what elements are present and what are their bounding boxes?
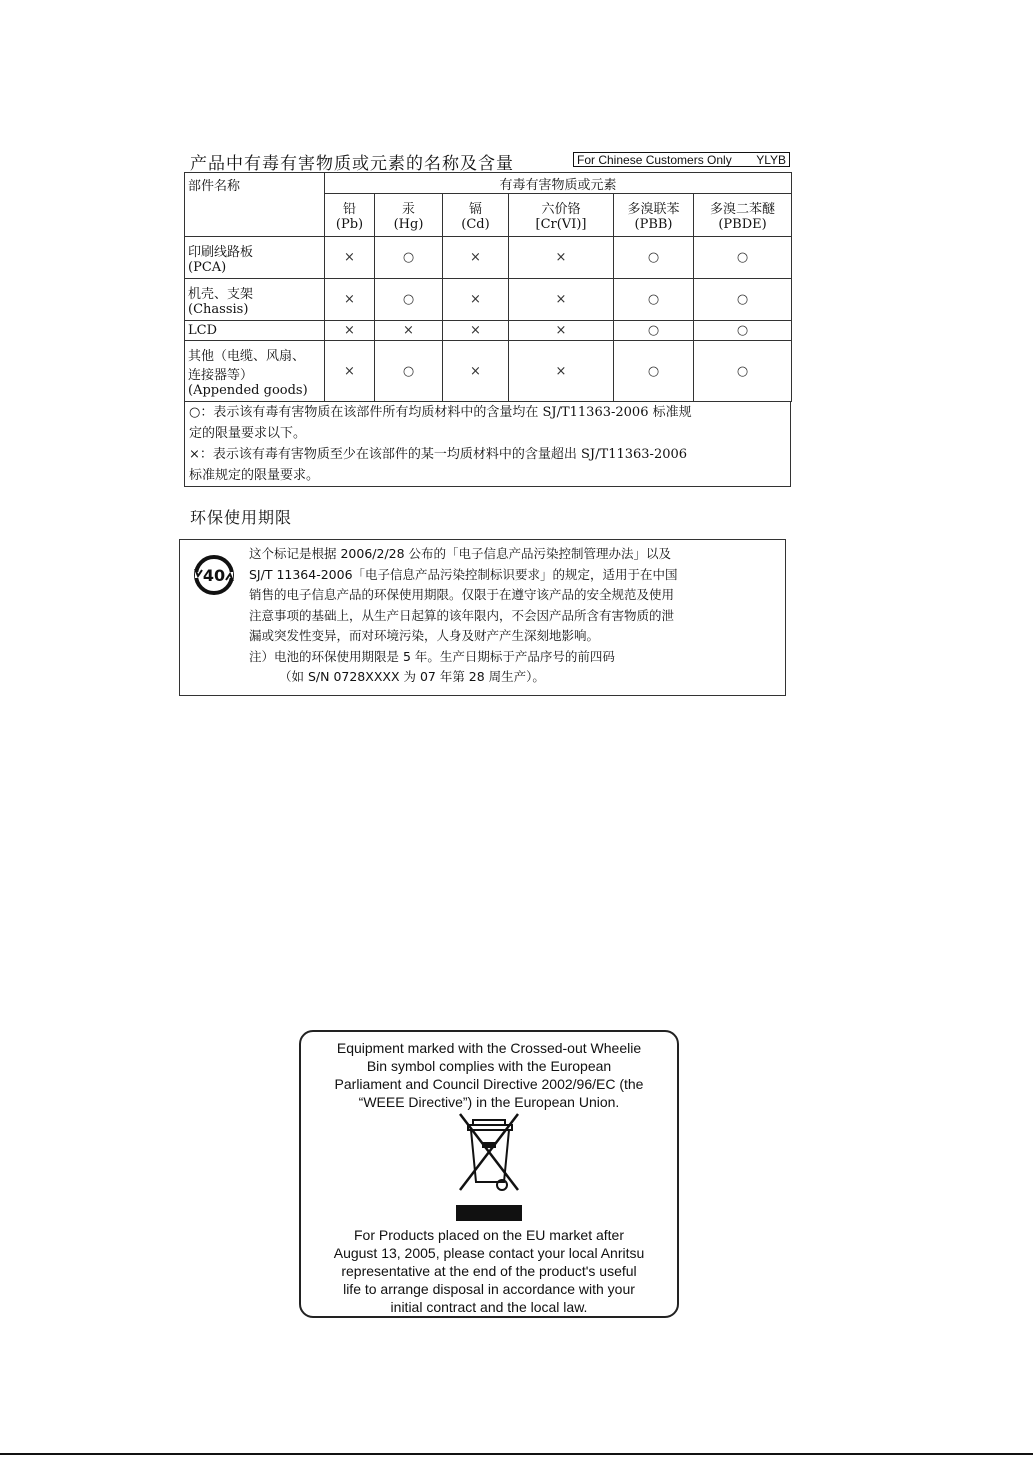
table-cell: × bbox=[325, 321, 375, 341]
note-line: ○：表示该有毒有害物质在该部件所有均质材料中的含量均在 SJ/T11363-2006 标准规 bbox=[189, 405, 692, 420]
epup-40-icon bbox=[194, 555, 234, 595]
table-cell: ○ bbox=[694, 341, 792, 402]
epup-line: 注意事项的基础上，从生产日起算的该年限内，不会因产品所含有害物质的泄 bbox=[249, 607, 675, 623]
note-line: 定的限量要求以下。 bbox=[189, 426, 307, 441]
table-cell: ○ bbox=[614, 341, 694, 402]
part-name: LCD bbox=[185, 321, 325, 341]
note-line: 标准规定的限量要求。 bbox=[189, 468, 320, 483]
epup-logo-number: 40 bbox=[202, 566, 226, 585]
table-cell: ○ bbox=[375, 341, 443, 402]
hazard-notes bbox=[184, 402, 791, 487]
weee-line: Bin symbol complies with the European bbox=[366, 1058, 612, 1074]
table-cell: ○ bbox=[694, 321, 792, 341]
table-cell: ○ bbox=[375, 279, 443, 321]
table-cell: ○ bbox=[375, 237, 443, 279]
column-header: 铅 (Pb) bbox=[325, 194, 375, 237]
table-cell: × bbox=[325, 279, 375, 321]
table-cell: ○ bbox=[694, 237, 792, 279]
table-cell: × bbox=[443, 341, 509, 402]
table-cell: × bbox=[443, 237, 509, 279]
epup-text bbox=[249, 544, 779, 688]
weee-line: Parliament and Council Directive 2002/96/EC (the bbox=[334, 1076, 644, 1092]
customer-note: For Chinese Customers Only bbox=[577, 152, 732, 167]
table-cell: × bbox=[443, 279, 509, 321]
table-row bbox=[185, 237, 792, 279]
hazard-table-title: 产品中有毒有害物质或元素的名称及含量 bbox=[190, 154, 514, 174]
weee-line: August 13, 2005, please contact your local Anritsu bbox=[333, 1245, 645, 1261]
part-name: 其他（电缆、风扇、 连接器等） (Appended goods) bbox=[185, 341, 325, 402]
column-header: 镉 (Cd) bbox=[443, 194, 509, 237]
weee-instructions-text bbox=[305, 1226, 673, 1316]
note-line: ×：表示该有毒有害物质至少在该部件的某一均质材料中的含量超出 SJ/T11363-2006 bbox=[189, 447, 688, 462]
table-cell: × bbox=[509, 321, 614, 341]
table-cell: × bbox=[443, 321, 509, 341]
part-name: 机壳、支架 (Chassis) bbox=[185, 279, 325, 321]
part-name: 印刷线路板 (PCA) bbox=[185, 237, 325, 279]
weee-line: “WEEE Directive”) in the European Union. bbox=[358, 1094, 620, 1110]
weee-line: initial contract and the local law. bbox=[390, 1299, 588, 1315]
weee-notice-box bbox=[299, 1030, 679, 1318]
weee-line: Equipment marked with the Crossed-out Wheelie bbox=[336, 1040, 642, 1056]
table-cell: ○ bbox=[694, 279, 792, 321]
table-row bbox=[185, 341, 792, 402]
table-cell: × bbox=[325, 237, 375, 279]
crossed-out-wheelie-bin-icon bbox=[452, 1112, 526, 1224]
column-header: 汞 (Hg) bbox=[375, 194, 443, 237]
table-cell: × bbox=[509, 279, 614, 321]
table-cell: × bbox=[509, 237, 614, 279]
weee-intro-text bbox=[305, 1039, 673, 1111]
column-header: 多溴二苯醚 (PBDE) bbox=[694, 194, 792, 237]
epup-line: SJ/T 11364-2006「电子信息产品污染控制标识要求」的规定，适用于在中国 bbox=[249, 566, 678, 582]
weee-line: representative at the end of the product's useful bbox=[341, 1263, 637, 1279]
column-header: 多溴联苯 (PBB) bbox=[614, 194, 694, 237]
table-cell: ○ bbox=[614, 321, 694, 341]
weee-line: life to arrange disposal in accordance with your bbox=[343, 1281, 635, 1297]
customer-note-box bbox=[573, 152, 790, 167]
table-row bbox=[185, 279, 792, 321]
table-cell: × bbox=[375, 321, 443, 341]
epup-line: （如 S/N 0728XXXX 为 07 年第 28 周生产）。 bbox=[279, 669, 545, 684]
table-row bbox=[185, 321, 792, 341]
column-header: 六价铬 [Cr(VI)] bbox=[509, 194, 614, 237]
epup-line: 注）电池的环保使用期限是 5 年。生产日期标于产品序号的前四码 bbox=[249, 648, 615, 664]
epup-line: 这个标记是根据 2006/2/28 公布的「电子信息产品污染控制管理办法」以及 bbox=[249, 546, 672, 561]
epup-box bbox=[179, 539, 786, 696]
customer-code: YLYB bbox=[756, 152, 786, 167]
part-name-header: 部件名称 bbox=[185, 173, 325, 237]
hazard-table bbox=[184, 172, 792, 402]
weee-line: For Products placed on the EU market after bbox=[353, 1227, 624, 1243]
table-cell: ○ bbox=[614, 237, 694, 279]
substance-header: 有毒有害物质或元素 bbox=[325, 173, 792, 194]
table-cell: ○ bbox=[614, 279, 694, 321]
epup-line: 销售的电子信息产品的环保使用期限。仅限于在遵守该产品的安全规范及使用 bbox=[249, 587, 675, 602]
table-cell: × bbox=[509, 341, 614, 402]
epup-line: 漏或突发性变异，而对环境污染，人身及财产产生深刻地影响。 bbox=[249, 628, 600, 643]
epup-title: 环保使用期限 bbox=[190, 508, 293, 527]
table-cell: × bbox=[325, 341, 375, 402]
page-bottom-rule bbox=[0, 1453, 1033, 1455]
